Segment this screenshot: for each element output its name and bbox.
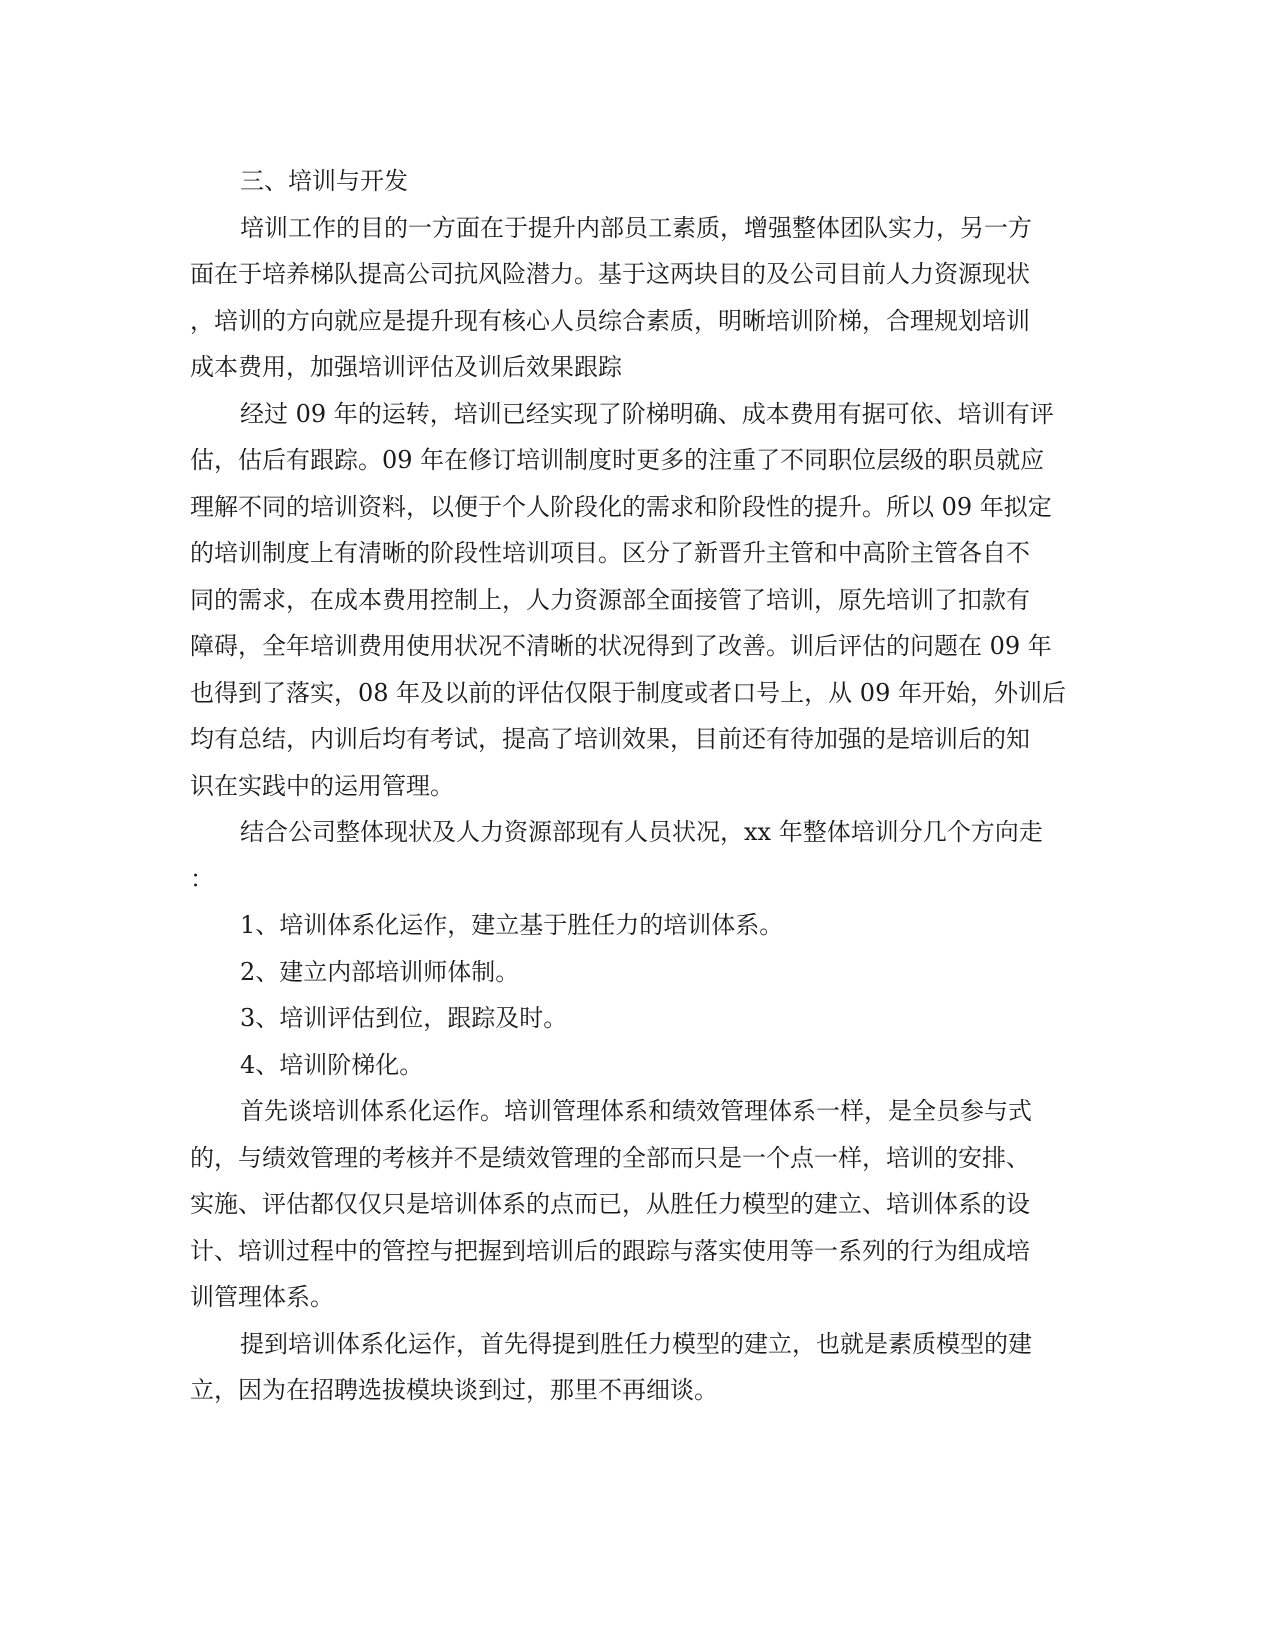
text-line: 面在于培养梯队提高公司抗风险潜力。基于这两块目的及公司目前人力资源现状 [190,260,1030,288]
text-line: 计、培训过程中的管控与把握到培训后的跟踪与落实使用等一系列的行为组成培 [190,1236,1030,1265]
text-line: 经过 09 年的运转，培训已经实现了阶梯明确、成本费用有据可依、培训有评 [240,399,1054,428]
text-line: 结合公司整体现状及人力资源部现有人员状况，xx 年整体培训分几个方向走 [240,818,1043,846]
text-line: 的，与绩效管理的考核并不是绩效管理的全部而只是一个点一样，培训的安排、 [190,1143,1030,1172]
text-line: 实施、评估都仅仅只是培训体系的点而已，从胜任力模型的建立、培训体系的设 [190,1190,1030,1218]
text-line: 成本费用，加强培训评估及训后效果跟踪 [190,353,622,381]
text-line: 均有总结，内训后均有考试，提高了培训效果，目前还有待加强的是培训后的知 [190,725,1030,753]
text-line: ： [190,864,214,893]
text-line: 培训工作的目的一方面在于提升内部员工素质，增强整体团队实力，另一方 [240,213,1032,242]
text-line: 同的需求，在成本费用控制上，人力资源部全面接管了培训，原先培训了扣款有 [190,585,1030,614]
text-line: 也得到了落实，08 年及以前的评估仅限于制度或者口号上，从 09 年开始，外训后 [190,678,1066,707]
document-body [190,158,1090,1414]
text-line: 立，因为在招聘选拔模块谈到过，那里不再细谈。 [190,1376,718,1404]
list-item: 4、培训阶梯化。 [240,1050,424,1079]
text-line: 首先谈培训体系化运作。培训管理体系和绩效管理体系一样，是全员参与式 [240,1097,1032,1125]
text-line: 估，估后有跟踪。09 年在修订培训制度时更多的注重了不同职位层级的职员就应 [190,446,1045,474]
text-line: 理解不同的培训资料，以便于个人阶段化的需求和阶段性的提升。所以 09 年拟定 [190,492,1052,521]
text-line: 障碍，全年培训费用使用状况不清晰的状况得到了改善。训后评估的问题在 09 年 [190,632,1052,660]
list-item: 1、培训体系化运作，建立基于胜任力的培训体系。 [240,911,784,939]
section-heading: 三、培训与开发 [240,167,408,195]
text-line: 训管理体系。 [190,1283,334,1311]
list-item: 2、建立内部培训师体制。 [240,957,520,986]
text-line: ，培训的方向就应是提升现有核心人员综合素质，明晰培训阶梯，合理规划培训 [190,306,1030,335]
text-line: 提到培训体系化运作，首先得提到胜任力模型的建立，也就是素质模型的建 [240,1329,1032,1358]
text-line: 的培训制度上有清晰的阶段性培训项目。区分了新晋升主管和中高阶主管各自不 [190,539,1030,567]
list-item: 3、培训评估到位，跟踪及时。 [240,1004,568,1032]
text-line: 识在实践中的运用管理。 [190,771,454,800]
